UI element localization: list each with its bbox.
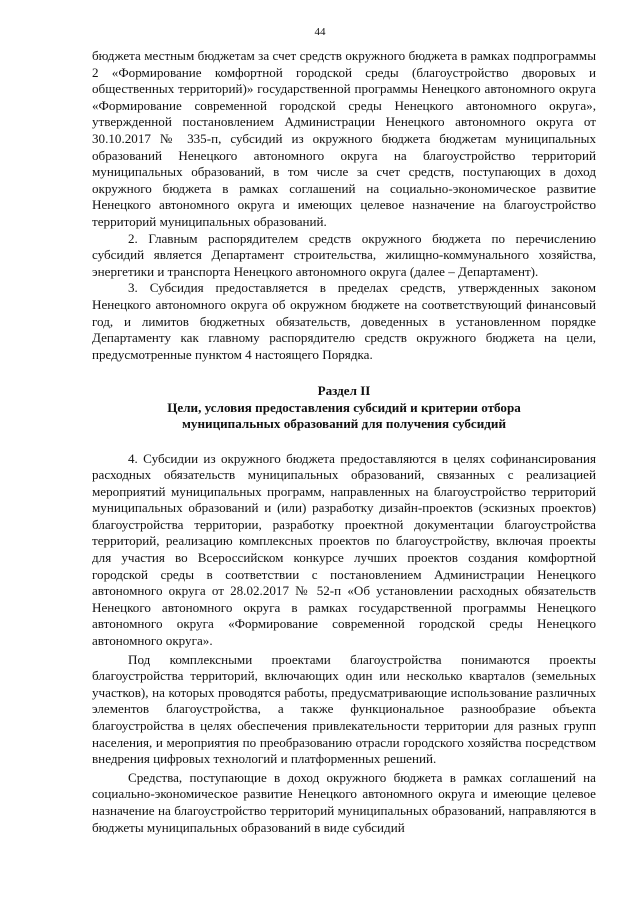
paragraph-intro: бюджета местным бюджетам за счет средств окружного бюджета в рамках подпрограммы 2 «Формирование комфортной городской среды (благоустройство дворовых и общественных территорий)» государственной программы Ненецкого автономного округа «Формирование современной городской среды Ненецкого автономного округа», утвержденной постановлением Администрации Ненецкого автономного округа от 30.10.2017 № 335-п, субсидий из окружного бюджета бюджетам муниципальных образований Ненецкого автономного округа на благоустройство территорий муниципальных образований, в том числе за счет средств, поступающих в доход окружного бюджета в рамках соглашений на социально-экономическое развитие Ненецкого автономного округа и имеющих целевое назначение на благоустройство территорий муниципальных образований. <box>92 48 596 229</box>
paragraph-5: Под комплексными проектами благоустройства понимаются проекты благоустройства территорий, включающих один или несколько кварталов (земельных участков), на которых проводятся работы, предусматривающие использование различных элементов благоустройства, а также функциональное разнообразие объекта благоустройства в целях обеспечения привлекательности территории для разных групп населения, и мероприятия по преобразованию отрасли городского хозяйства посредством внедрения цифровых технологий и платформенных решений. <box>92 651 596 767</box>
paragraph-6: Средства, поступающие в доход окружного бюджета в рамках соглашений на социально-экономическое развитие Ненецкого автономного округа и имеющие целевое назначение на благоустройство территорий муниципальных образований, направляются в бюджеты муниципальных образований в виде субсидий <box>92 769 596 835</box>
paragraph-2: 2. Главным распорядителем средств окружного бюджета по перечислению субсидий является Департамент строительства, жилищно-коммунального хозяйства, энергетики и транспорта Ненецкого автономного округа (далее – Департамент). <box>92 230 596 279</box>
paragraph-3: 3. Субсидия предоставляется в пределах средств, утвержденных законом Ненецкого автономного округа об окружном бюджете на соответствующий финансовый год, и лимитов бюджетных обязательств, доведенных в установленном порядке Департаменту как главному распорядителю средств окружного бюджета на цели, предусмотренные пунктом 4 настоящего Порядка. <box>92 280 596 362</box>
section-title-line-2: муниципальных образований для получения субсидий <box>182 416 506 432</box>
paragraph-4: 4. Субсидии из окружного бюджета предоставляются в целях софинансирования расходных обязательств муниципальных образований, связанных с реализацией мероприятий муниципальных программ, направленных на благоустройство территорий муниципальных образований и (или) разработку дизайн-проектов (эскизных проектов) благоустройства территории, разработку проектной документации благоустройства территорий, реализацию комплексных проектов по благоустройству, включая проекты для участия во Всероссийском конкурсе лучших проектов создания комфортной городской среды в соответствии с постановлением Администрации Ненецкого автономного округа от 28.02.2017 № 52-п «Об установлении расходных обязательств Ненецкого автономного округа в рамках государственной программы Ненецкого автономного округа «Формирование современной городской среды Ненецкого автономного округа». <box>92 450 596 649</box>
document-body <box>92 48 596 836</box>
section-heading <box>92 383 596 432</box>
section-title-line-1: Цели, условия предоставления субсидий и критерии отбора <box>167 399 521 415</box>
page-number: 44 <box>314 26 326 38</box>
section-label: Раздел II <box>317 383 371 399</box>
